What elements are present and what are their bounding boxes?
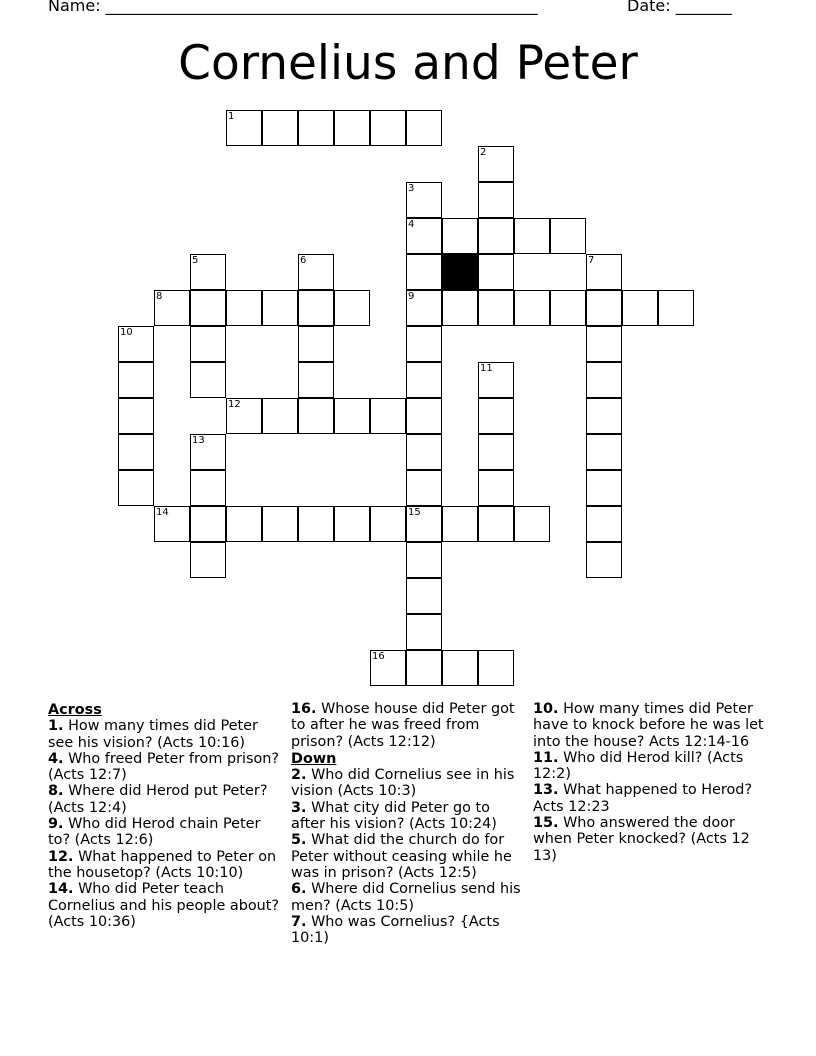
clue-text: Who answered the door when Peter knocked? (Acts 12 13) — [533, 815, 750, 864]
grid-cell[interactable] — [262, 110, 298, 146]
grid-cell[interactable] — [262, 290, 298, 326]
grid-cell[interactable] — [406, 398, 442, 434]
grid-cell[interactable] — [406, 542, 442, 578]
grid-cell[interactable] — [406, 578, 442, 614]
grid-cell[interactable] — [406, 290, 442, 326]
clue-text: Who freed Peter from prison? (Acts 12:7) — [48, 750, 280, 784]
cell-number: 7 — [588, 255, 595, 266]
cell-number: 8 — [156, 291, 163, 302]
clue-down-6 — [291, 881, 527, 914]
grid-cell[interactable] — [406, 182, 442, 218]
cell-number: 16 — [372, 651, 385, 662]
grid-cell[interactable] — [154, 506, 190, 542]
grid-cell[interactable] — [118, 362, 154, 398]
clue-number: 14. — [48, 881, 74, 898]
grid-cell[interactable] — [478, 506, 514, 542]
grid-cell[interactable] — [298, 110, 334, 146]
grid-cell[interactable] — [190, 254, 226, 290]
grid-cell[interactable] — [478, 218, 514, 254]
clue-number: 15. — [533, 815, 559, 832]
grid-cell[interactable] — [514, 506, 550, 542]
grid-cell[interactable] — [226, 506, 262, 542]
grid-cell[interactable] — [190, 470, 226, 506]
grid-cell[interactable] — [406, 254, 442, 290]
grid-cell[interactable] — [190, 506, 226, 542]
clue-across-14 — [48, 881, 286, 930]
grid-cell[interactable] — [226, 290, 262, 326]
cell-number: 11 — [480, 363, 493, 374]
clue-column-3 — [533, 701, 769, 864]
grid-cell[interactable] — [478, 434, 514, 470]
clue-text: What city did Peter go to after his vision? (Acts 10:24) — [291, 799, 497, 833]
cell-number: 4 — [408, 219, 415, 230]
grid-cell[interactable] — [334, 506, 370, 542]
clue-number: 9. — [48, 816, 64, 833]
grid-cell[interactable] — [478, 146, 514, 182]
grid-cell[interactable] — [154, 290, 190, 326]
grid-cell[interactable] — [586, 470, 622, 506]
grid-cell[interactable] — [550, 218, 586, 254]
grid-cell[interactable] — [298, 254, 334, 290]
grid-cell[interactable] — [550, 290, 586, 326]
grid-cell[interactable] — [442, 650, 478, 686]
shaded-square — [442, 254, 478, 290]
grid-cell[interactable] — [586, 326, 622, 362]
grid-cell[interactable] — [586, 254, 622, 290]
clue-number: 12. — [48, 848, 74, 865]
clue-number: 10. — [533, 701, 559, 717]
clue-down-2 — [291, 767, 527, 800]
grid-cell[interactable] — [334, 110, 370, 146]
grid-cell[interactable] — [478, 182, 514, 218]
grid-cell[interactable] — [190, 542, 226, 578]
grid-cell[interactable] — [586, 290, 622, 326]
grid-cell[interactable] — [406, 362, 442, 398]
grid-cell[interactable] — [370, 650, 406, 686]
clue-across-12 — [48, 849, 286, 882]
clue-number: 7. — [291, 913, 307, 930]
grid-cell[interactable] — [118, 398, 154, 434]
grid-cell[interactable] — [370, 398, 406, 434]
cell-number: 13 — [192, 435, 205, 446]
clue-down-15 — [533, 815, 769, 864]
grid-cell[interactable] — [586, 542, 622, 578]
grid-cell[interactable] — [478, 470, 514, 506]
clue-text: How many times did Peter see his vision? (Acts 10:16) — [48, 718, 258, 751]
clue-down-13 — [533, 782, 769, 815]
grid-cell[interactable] — [478, 398, 514, 434]
clue-text: Who was Cornelius? {Acts 10:1) — [291, 913, 500, 947]
clue-down-3 — [291, 800, 527, 833]
clue-down-10 — [533, 701, 769, 750]
clue-column-1 — [48, 701, 286, 930]
grid-cell[interactable] — [298, 326, 334, 362]
clue-number: 13. — [533, 782, 559, 799]
grid-cell[interactable] — [442, 218, 478, 254]
clue-text: What happened to Peter on the housetop? (Acts 10:10) — [48, 848, 277, 881]
clue-number: 3. — [291, 799, 307, 816]
clue-across-8 — [48, 783, 286, 816]
grid-cell[interactable] — [586, 434, 622, 470]
grid-cell[interactable] — [478, 362, 514, 398]
cell-number: 14 — [156, 507, 169, 518]
clue-text: What did the church do for Peter without ceasing while he was in prison? (Acts 12:5) — [291, 832, 512, 881]
clue-text: Where did Herod put Peter? (Acts 12:4) — [48, 783, 268, 816]
across-heading: Across — [48, 702, 102, 718]
grid-cell[interactable] — [226, 110, 262, 146]
clue-text: Where did Cornelius send his men? (Acts 10:5) — [291, 881, 521, 914]
grid-cell[interactable] — [262, 506, 298, 542]
clue-across-16 — [291, 701, 527, 750]
grid-cell[interactable] — [406, 506, 442, 542]
grid-cell[interactable] — [298, 506, 334, 542]
grid-cell[interactable] — [118, 434, 154, 470]
clue-text: What happened to Herod? Acts 12:23 — [533, 782, 753, 815]
grid-cell[interactable] — [190, 326, 226, 362]
clue-number: 8. — [48, 783, 64, 800]
clue-down-7 — [291, 914, 527, 947]
name-field-label: Name: ______________________________________________________ — [48, 0, 538, 15]
grid-cell[interactable] — [298, 398, 334, 434]
cell-number: 12 — [228, 399, 241, 410]
cell-number: 15 — [408, 507, 421, 518]
grid-cell[interactable] — [586, 398, 622, 434]
cell-number: 5 — [192, 255, 199, 266]
grid-cell[interactable] — [586, 362, 622, 398]
grid-cell[interactable] — [514, 290, 550, 326]
clue-number: 6. — [291, 881, 307, 898]
grid-cell[interactable] — [442, 290, 478, 326]
grid-cell[interactable] — [586, 506, 622, 542]
clue-across-9 — [48, 816, 286, 849]
clue-number: 16. — [291, 701, 317, 717]
cell-number: 3 — [408, 183, 415, 194]
clue-text: Who did Peter teach Cornelius and his people about? (Acts 10:36) — [48, 881, 280, 930]
grid-cell[interactable] — [298, 290, 334, 326]
clue-text: Who did Herod chain Peter to? (Acts 12:6) — [48, 816, 261, 849]
page-title: Cornelius and Peter — [178, 36, 638, 91]
grid-cell[interactable] — [478, 254, 514, 290]
grid-cell[interactable] — [298, 362, 334, 398]
cell-number: 6 — [300, 255, 307, 266]
grid-cell[interactable] — [406, 614, 442, 650]
grid-cell[interactable] — [190, 290, 226, 326]
cell-number: 10 — [120, 327, 133, 338]
cell-number: 1 — [228, 111, 235, 122]
clue-number: 4. — [48, 750, 64, 767]
grid-cell[interactable] — [406, 470, 442, 506]
clue-text: Who did Cornelius see in his vision (Acts 10:3) — [291, 767, 515, 800]
clue-text: Who did Herod kill? (Acts 12:2) — [533, 749, 744, 783]
clue-number: 2. — [291, 767, 307, 784]
cell-number: 2 — [480, 147, 487, 158]
clue-down-5 — [291, 832, 527, 881]
grid-cell[interactable] — [406, 326, 442, 362]
down-heading: Down — [291, 750, 337, 767]
clue-across-1 — [48, 718, 286, 751]
clue-across-4 — [48, 751, 286, 784]
grid-cell[interactable] — [406, 650, 442, 686]
clue-number: 11. — [533, 749, 559, 766]
grid-cell[interactable] — [478, 650, 514, 686]
grid-cell[interactable] — [478, 290, 514, 326]
grid-cell[interactable] — [658, 290, 694, 326]
grid-cell[interactable] — [118, 326, 154, 362]
clue-down-11 — [533, 750, 769, 783]
clue-number: 5. — [291, 832, 307, 849]
clue-text: How many times did Peter have to knock before he was let into the house? Acts 12:14-16 — [533, 701, 764, 750]
grid-cell[interactable] — [190, 434, 226, 470]
clue-number: 1. — [48, 718, 64, 735]
grid-cell[interactable] — [442, 506, 478, 542]
clue-text: Whose house did Peter got to after he was freed from prison? (Acts 12:12) — [291, 701, 515, 750]
grid-cell[interactable] — [514, 218, 550, 254]
grid-cell[interactable] — [190, 362, 226, 398]
cell-number: 9 — [408, 291, 415, 302]
grid-cell[interactable] — [334, 398, 370, 434]
grid-cell[interactable] — [370, 110, 406, 146]
grid-cell[interactable] — [226, 398, 262, 434]
grid-cell[interactable] — [406, 434, 442, 470]
grid-cell[interactable] — [622, 290, 658, 326]
grid-cell[interactable] — [118, 470, 154, 506]
grid-cell[interactable] — [406, 110, 442, 146]
grid-cell[interactable] — [406, 218, 442, 254]
grid-cell[interactable] — [262, 398, 298, 434]
date-field-label: Date: _______ — [627, 0, 732, 15]
grid-cell[interactable] — [370, 506, 406, 542]
grid-cell[interactable] — [334, 290, 370, 326]
clue-column-2 — [291, 701, 527, 946]
